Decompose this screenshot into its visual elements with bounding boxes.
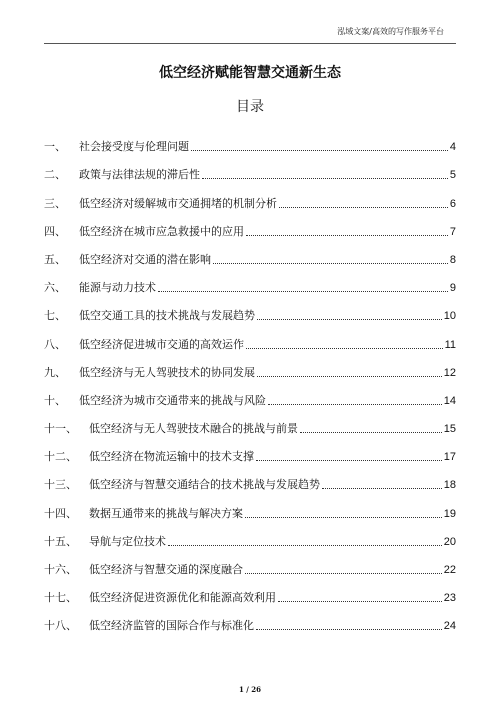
toc-entry-page: 9 (449, 282, 456, 295)
table-of-contents (44, 126, 456, 633)
toc-entry-number: 十五、 (44, 534, 77, 548)
toc-entry-title: 低空经济对交通的潜在影响 (79, 252, 211, 266)
toc-entry-number: 九、 (44, 365, 66, 379)
toc-dot-leader (245, 573, 442, 574)
toc-entry-title: 低空经济与无人驾驶技术的协同发展 (79, 365, 255, 379)
toc-entry-page: 5 (449, 169, 456, 182)
toc-dot-leader (213, 263, 448, 264)
toc-dot-leader (257, 376, 442, 377)
toc-dot-leader (268, 404, 442, 405)
toc-entry-page: 6 (449, 197, 456, 210)
toc-entry-page: 17 (443, 451, 456, 464)
toc-entry-title: 低空经济在城市应急救援中的应用 (79, 224, 244, 238)
toc-entry-title: 低空经济与无人驾驶技术融合的挑战与前景 (89, 422, 298, 436)
toc-dot-leader (168, 545, 442, 546)
toc-entry[interactable] (44, 211, 456, 239)
toc-entry-number: 五、 (44, 252, 66, 266)
toc-entry-title: 低空经济与智慧交通结合的技术挑战与发展趋势 (89, 478, 320, 492)
toc-entry-title: 低空经济为城市交通带来的挑战与风险 (79, 393, 266, 407)
page-number: 1 / 26 (238, 685, 262, 694)
toc-entry-title: 低空经济与智慧交通的深度融合 (89, 563, 243, 576)
toc-dot-leader (246, 348, 443, 349)
toc-entry-title: 能源与动力技术 (79, 281, 156, 295)
toc-dot-leader (300, 432, 442, 433)
toc-dot-leader (246, 235, 448, 236)
toc-entry-number: 十六、 (44, 563, 77, 576)
toc-entry-number: 四、 (44, 224, 66, 238)
toc-entry-title: 低空经济促进资源优化和能源高效利用 (89, 591, 276, 605)
toc-entry[interactable] (44, 380, 456, 408)
toc-entry-number: 十八、 (44, 619, 77, 633)
toc-entry-number: 三、 (44, 196, 66, 210)
toc-entry[interactable] (44, 549, 456, 577)
toc-entry-page: 10 (443, 310, 456, 323)
toc-entry-number: 十、 (44, 393, 66, 407)
toc-entry-title: 低空经济在物流运输中的技术支撑 (89, 450, 254, 464)
toc-entry[interactable] (44, 352, 456, 380)
toc-entry-page: 14 (443, 394, 456, 407)
toc-entry-title: 低空经济促进城市交通的高效运作 (79, 337, 244, 351)
toc-entry-page: 22 (443, 564, 456, 576)
toc-entry-page: 11 (444, 338, 456, 351)
toc-entry[interactable] (44, 267, 456, 295)
toc-dot-leader (279, 207, 448, 208)
toc-dot-leader (257, 319, 442, 320)
toc-dot-leader (245, 517, 442, 518)
document-title: 低空经济赋能智慧交通新生态 (159, 65, 341, 81)
toc-dot-leader (158, 291, 448, 292)
toc-entry-number: 七、 (44, 309, 66, 323)
toc-entry-title: 数据互通带来的挑战与解决方案 (89, 506, 243, 520)
toc-entry-number: 一、 (44, 140, 66, 154)
toc-entry-number: 十七、 (44, 591, 77, 605)
toc-entry-number: 十二、 (44, 450, 77, 464)
toc-entry-page: 12 (443, 366, 456, 379)
toc-entry-title: 低空经济对缓解城市交通拥堵的机制分析 (79, 196, 277, 210)
toc-entry[interactable] (44, 605, 456, 633)
toc-entry-number: 二、 (44, 168, 66, 182)
toc-heading: 目录 (236, 99, 264, 115)
toc-entry[interactable] (44, 408, 456, 436)
toc-entry[interactable] (44, 323, 456, 351)
toc-entry-number: 十三、 (44, 478, 77, 492)
toc-entry[interactable] (44, 436, 456, 464)
toc-entry-page: 23 (443, 592, 456, 605)
toc-dot-leader (278, 601, 442, 602)
toc-entry[interactable] (44, 295, 456, 323)
toc-entry[interactable] (44, 521, 456, 549)
toc-entry-number: 六、 (44, 281, 66, 295)
toc-entry-page: 4 (449, 141, 456, 154)
toc-dot-leader (322, 488, 442, 489)
toc-entry[interactable] (44, 239, 456, 267)
toc-entry[interactable] (44, 154, 456, 182)
toc-entry[interactable] (44, 182, 456, 210)
toc-entry-title: 导航与定位技术 (89, 534, 166, 548)
toc-entry-number: 十一、 (44, 422, 77, 436)
toc-entry[interactable] (44, 492, 456, 520)
toc-dot-leader (256, 629, 442, 630)
header-divider (44, 43, 456, 44)
toc-entry-page: 7 (449, 225, 456, 238)
toc-dot-leader (256, 460, 442, 461)
toc-entry-page: 19 (443, 507, 456, 520)
toc-entry-page: 8 (449, 253, 456, 266)
toc-dot-leader (202, 178, 448, 179)
toc-entry[interactable] (44, 464, 456, 492)
toc-entry[interactable] (44, 126, 456, 154)
toc-entry-page: 20 (443, 535, 456, 548)
toc-entry[interactable] (44, 577, 456, 605)
toc-entry-number: 十四、 (44, 506, 77, 520)
toc-entry-number: 八、 (44, 337, 66, 351)
page-header: 泓域文案/高效的写作服务平台 (337, 27, 444, 36)
toc-entry-title: 政策与法律法规的滞后性 (79, 168, 200, 182)
toc-entry-title: 低空交通工具的技术挑战与发展趋势 (79, 309, 255, 323)
toc-entry-page: 15 (443, 423, 456, 436)
toc-dot-leader (191, 150, 448, 151)
toc-entry-title: 社会接受度与伦理问题 (79, 140, 189, 154)
toc-entry-page: 18 (443, 479, 456, 492)
toc-entry-page: 24 (443, 620, 456, 633)
toc-entry-title: 低空经济监管的国际合作与标准化 (89, 619, 254, 633)
